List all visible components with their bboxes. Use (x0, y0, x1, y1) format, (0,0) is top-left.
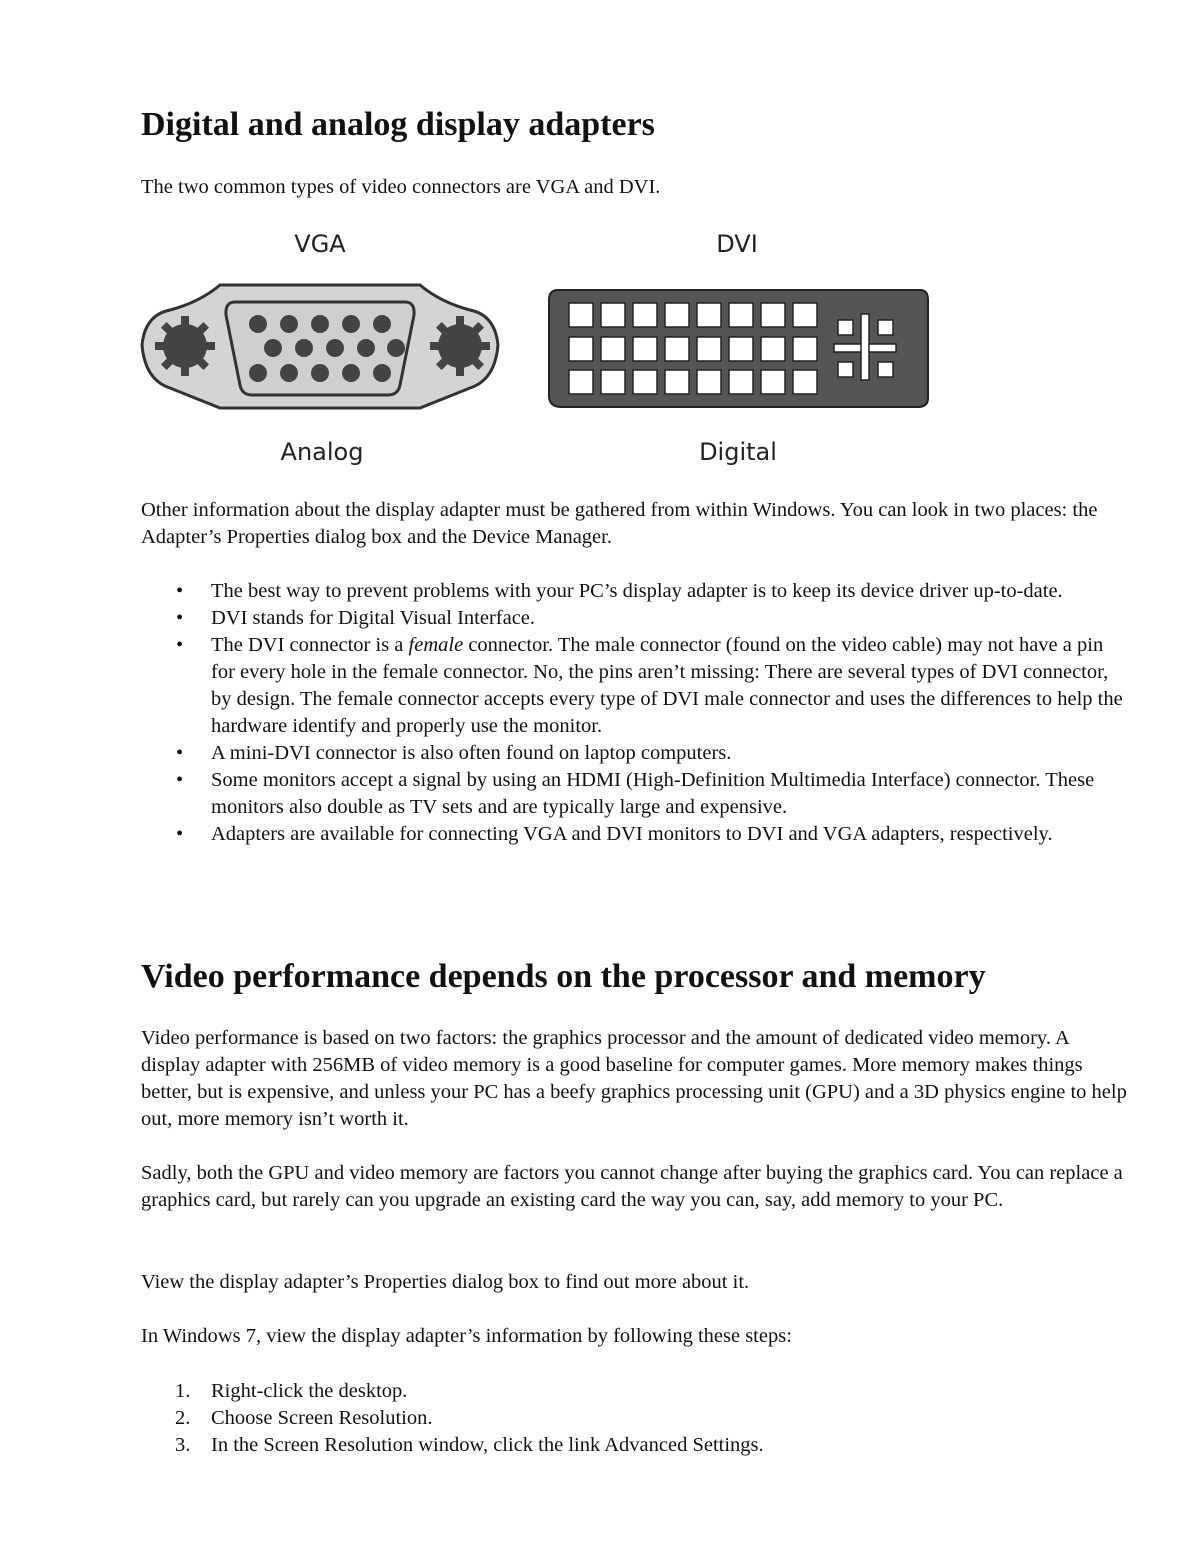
list-item (141, 578, 1131, 605)
list-item (141, 821, 1131, 848)
list-item-text: The DVI connector is a (211, 634, 409, 656)
list-item (141, 1378, 1131, 1405)
list-item-text: A mini-DVI connector is also often found on laptop computers. (211, 742, 732, 764)
step-text: Right-click the desktop. (211, 1380, 408, 1402)
vga-caption: Analog (280, 438, 364, 466)
list-item-text: connector. The male connector (found on the video cable) may not have a pin for every hole in the female connector. No, the pins aren’t missing: There are several types of DVI connector, by design. The female connector accepts every type of DVI male connector and uses the differences to help the hardware identify and properly use the monitor. (211, 634, 1123, 737)
step-text: Choose Screen Resolution. (211, 1407, 433, 1429)
list-item (141, 605, 1131, 632)
bullet-mark: • (176, 580, 184, 602)
windows7-steps-intro: In Windows 7, view the display adapter’s information by following these steps: (141, 1325, 792, 1347)
gpu-paragraph: Sadly, both the GPU and video memory are factors you cannot change after buying the graphics card. You can replace a graphics card, but rarely can you upgrade an existing card the way you can, say, add memory to your PC. (141, 1162, 1123, 1211)
list-item-text: DVI stands for Digital Visual Interface. (211, 607, 536, 629)
list-item (141, 767, 1131, 821)
vga-title: VGA (294, 230, 346, 258)
bullet-mark: • (176, 823, 184, 845)
bullet-mark: • (176, 634, 184, 656)
properties-paragraph: View the display adapter’s Properties dialog box to find out more about it. (141, 1271, 750, 1293)
intro-paragraph: The two common types of video connectors are VGA and DVI. (141, 176, 661, 198)
bullet-mark: • (176, 769, 184, 791)
dvi-connector-icon (549, 290, 928, 407)
step-number: 1. (175, 1380, 191, 1402)
connector-figure (130, 220, 950, 480)
list-item (141, 1405, 1131, 1432)
dvi-title: DVI (716, 230, 758, 258)
adapter-facts-list (141, 578, 1131, 848)
step-number: 3. (175, 1434, 191, 1456)
steps-list (141, 1378, 1131, 1459)
performance-paragraph: Video performance is based on two factors: the graphics processor and the amount of dedicated video memory. A display adapter with 256MB of video memory is a good baseline for computer games. More memory makes things better, but is expensive, and unless your PC has a beefy graphics processing unit (GPU) and a 3D physics engine to help out, more memory isn’t worth it. (141, 1027, 1127, 1130)
list-item-text: Adapters are available for connecting VGA and DVI monitors to DVI and VGA adapters, respectively. (211, 823, 1053, 845)
bullet-mark: • (176, 742, 184, 764)
list-item-text: Some monitors accept a signal by using an HDMI (High-Definition Multimedia Interface) connector. These monitors also double as TV sets and are typically large and expensive. (211, 769, 1095, 818)
list-item-text: The best way to prevent problems with your PC’s display adapter is to keep its device driver up-to-date. (211, 580, 1063, 602)
step-number: 2. (175, 1407, 191, 1429)
list-item (141, 1432, 1131, 1459)
step-text: In the Screen Resolution window, click the link Advanced Settings. (211, 1434, 764, 1456)
windows-info-paragraph: Other information about the display adapter must be gathered from within Windows. You can look in two places: the Adapter’s Properties dialog box and the Device Manager. (141, 499, 1098, 548)
dvi-caption: Digital (699, 438, 777, 466)
section-heading-video-performance: Video performance depends on the processor and memory (141, 958, 986, 995)
bullet-mark: • (176, 607, 184, 629)
section-heading-display-adapters: Digital and analog display adapters (141, 106, 655, 143)
vga-connector-icon (142, 285, 498, 408)
list-item (141, 632, 1131, 740)
list-item (141, 740, 1131, 767)
emphasis-female: female (408, 634, 464, 656)
